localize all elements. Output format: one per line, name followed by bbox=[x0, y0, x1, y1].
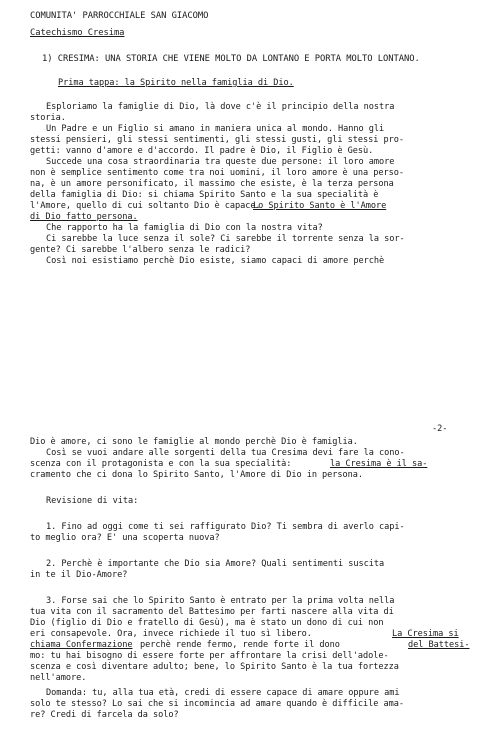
course-title: Catechismo Cresima bbox=[30, 28, 125, 38]
paragraph-line: cramento che ci dona lo Spirito Santo, l'Amore di Dio in persona. bbox=[30, 470, 364, 480]
paragraph-line: della famiglia di Dio: si chiama Spirito Santo e la sua specialità è bbox=[30, 190, 379, 200]
paragraph-line: l'Amore, quello di cui soltanto Dio è capace. bbox=[30, 201, 261, 211]
review-question: 3. Forse sai che lo Spirito Santo è entrato per la prima volta nella bbox=[46, 596, 395, 606]
review-question: to meglio ora? E' una scoperta nuova? bbox=[30, 533, 220, 543]
question-line: Così noi esistiamo perchè Dio esiste, siamo capaci di amore perchè bbox=[46, 256, 385, 266]
emphasis-text: chiama Confermazione bbox=[30, 640, 133, 650]
review-question: scenza e così diventare adulto; bene, lo Spirito Santo è la tua fortezza bbox=[30, 662, 399, 672]
review-question: perchè rende fermo, rende forte il dono bbox=[140, 640, 340, 650]
paragraph-line: na, è un amore personificato, il massimo che esiste, è la terza persona bbox=[30, 179, 394, 189]
review-question: re? Credi di farcela da solo? bbox=[30, 710, 179, 720]
page-number: -2- bbox=[432, 424, 448, 434]
emphasis-text: La Cresima si bbox=[392, 629, 459, 639]
review-question: in te il Dio-Amore? bbox=[30, 570, 128, 580]
paragraph-line: getti: vanno d'amore e d'accordo. Il padre è Dio, il Figlio è Gesù. bbox=[30, 146, 374, 156]
review-question: tua vita con il sacramento del Battesimo per farti nascere alla vita di bbox=[30, 607, 394, 617]
review-question: Dio (figlio di Dio e fratello di Gesù), ma è stato un dono di cui non bbox=[30, 618, 384, 628]
review-question: solo te stesso? Lo sai che si incomincia ad amare quando è difficile ama- bbox=[30, 699, 405, 709]
review-heading: Revisione di vita: bbox=[46, 496, 139, 506]
section-title: 1) CRESIMA: UNA STORIA CHE VIENE MOLTO DA LONTANO E PORTA MOLTO LONTANO. bbox=[42, 54, 420, 64]
emphasis-text: di Dio fatto persona. bbox=[30, 212, 138, 222]
review-question: mo: tu hai bisogno di essere forte per affrontare la crisi dell'adole- bbox=[30, 651, 389, 661]
emphasis-text: del Battesi- bbox=[408, 640, 470, 650]
stage-title: Prima tappa: la Spirito nella famiglia di Dio. bbox=[58, 78, 294, 88]
paragraph-line: Un Padre e un Figlio si amano in maniera unica al mondo. Hanno gli bbox=[46, 124, 385, 134]
review-question: 2. Perchè è importante che Dio sia Amore? Quali sentimenti suscita bbox=[46, 559, 385, 569]
emphasis-text: la Cresima è il sa- bbox=[330, 459, 428, 469]
paragraph-line: Dio è amore, ci sono le famiglie al mondo perchè Dio è famiglia. bbox=[30, 437, 358, 447]
review-question: eri consapevole. Ora, invece richiede il tuo sì libero. bbox=[30, 629, 312, 639]
question-line: Che rapporto ha la famiglia di Dio con la nostra vita? bbox=[46, 223, 323, 233]
paragraph-line: storia. bbox=[30, 113, 66, 123]
question-line: gente? Ci sarebbe l'albero senza le radici? bbox=[30, 245, 251, 255]
parish-header: COMUNITA' PARROCCHIALE SAN GIACOMO bbox=[30, 11, 209, 21]
paragraph-line: Succede una cosa straordinaria tra queste due persone: il loro amore bbox=[46, 157, 395, 167]
review-question: Domanda: tu, alla tua età, credi di essere capace di amare oppure ami bbox=[46, 688, 400, 698]
paragraph-line: stessi pensieri, gli stessi sentimenti, gli stessi gusti, gli stessi pro- bbox=[30, 135, 405, 145]
emphasis-text: Lo Spirito Santo è l'Amore bbox=[253, 201, 387, 211]
paragraph-line: Esploriamo la famiglie di Dio, là dove c'è il principio della nostra bbox=[46, 102, 395, 112]
paragraph-line: scenza con il protagonista e con la sua specialità: bbox=[30, 459, 292, 469]
paragraph-line: Così se vuoi andare alle sorgenti della tua Cresima devi fare la cono- bbox=[46, 448, 405, 458]
paragraph-line: non è semplice sentimento come tra noi uomini, il loro amore è una perso- bbox=[30, 168, 405, 178]
review-question: 1. Fino ad oggi come ti sei raffigurato Dio? Ti sembra di averlo capi- bbox=[46, 522, 405, 532]
review-question: nell'amore. bbox=[30, 673, 87, 683]
question-line: Ci sarebbe la luce senza il sole? Ci sarebbe il torrente senza la sor- bbox=[46, 234, 405, 244]
